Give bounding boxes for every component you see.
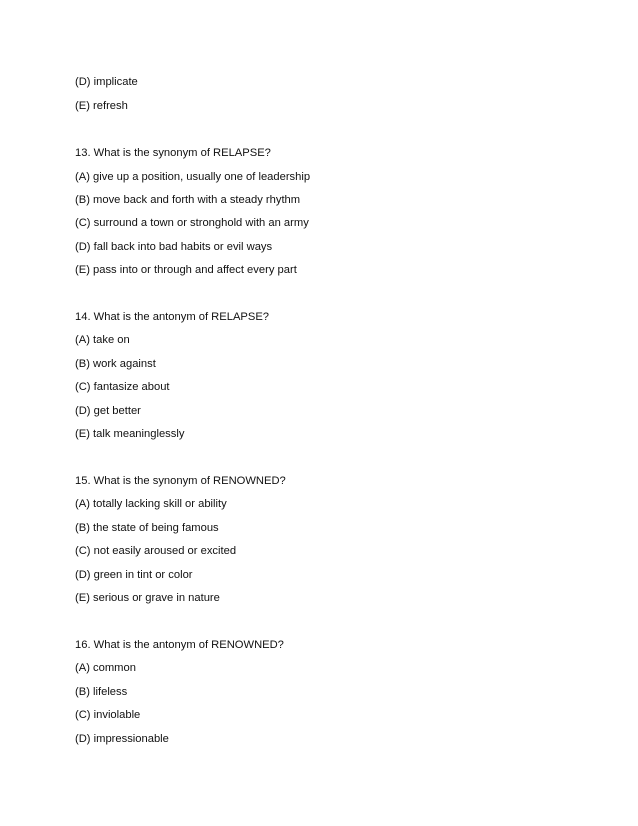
q12-option-d: (D) implicate	[75, 76, 138, 88]
q15-option-c: (C) not easily aroused or excited	[75, 545, 237, 557]
q13-option-d: (D) fall back into bad habits or evil ways	[75, 241, 273, 253]
q16-option-d: (D) impressionable	[75, 733, 169, 745]
q13-option-e: (E) pass into or through and affect every part	[75, 264, 297, 276]
q12-option-e: (E) refresh	[75, 100, 128, 112]
q14-option-a: (A) take on	[75, 334, 130, 346]
q13-option-b: (B) move back and forth with a steady rhythm	[75, 194, 301, 206]
q13-option-a: (A) give up a position, usually one of leadership	[75, 171, 311, 183]
q13-option-c: (C) surround a town or stronghold with an army	[75, 217, 309, 229]
q13-prompt: 13. What is the synonym of RELAPSE?	[75, 147, 271, 159]
q14-option-d: (D) get better	[75, 405, 141, 417]
q14-option-b: (B) work against	[75, 358, 156, 370]
q15-option-d: (D) green in tint or color	[75, 569, 193, 581]
q15-prompt: 15. What is the synonym of RENOWNED?	[75, 475, 286, 487]
q15-option-e: (E) serious or grave in nature	[75, 592, 220, 604]
q15-option-b: (B) the state of being famous	[75, 522, 219, 534]
q16-prompt: 16. What is the antonym of RENOWNED?	[75, 639, 284, 651]
q16-option-a: (A) common	[75, 662, 136, 674]
q16-option-c: (C) inviolable	[75, 709, 141, 721]
q15-option-a: (A) totally lacking skill or ability	[75, 498, 227, 510]
q14-option-e: (E) talk meaninglessly	[75, 428, 185, 440]
q14-prompt: 14. What is the antonym of RELAPSE?	[75, 311, 270, 323]
q14-option-c: (C) fantasize about	[75, 381, 170, 393]
q16-option-b: (B) lifeless	[75, 686, 128, 698]
